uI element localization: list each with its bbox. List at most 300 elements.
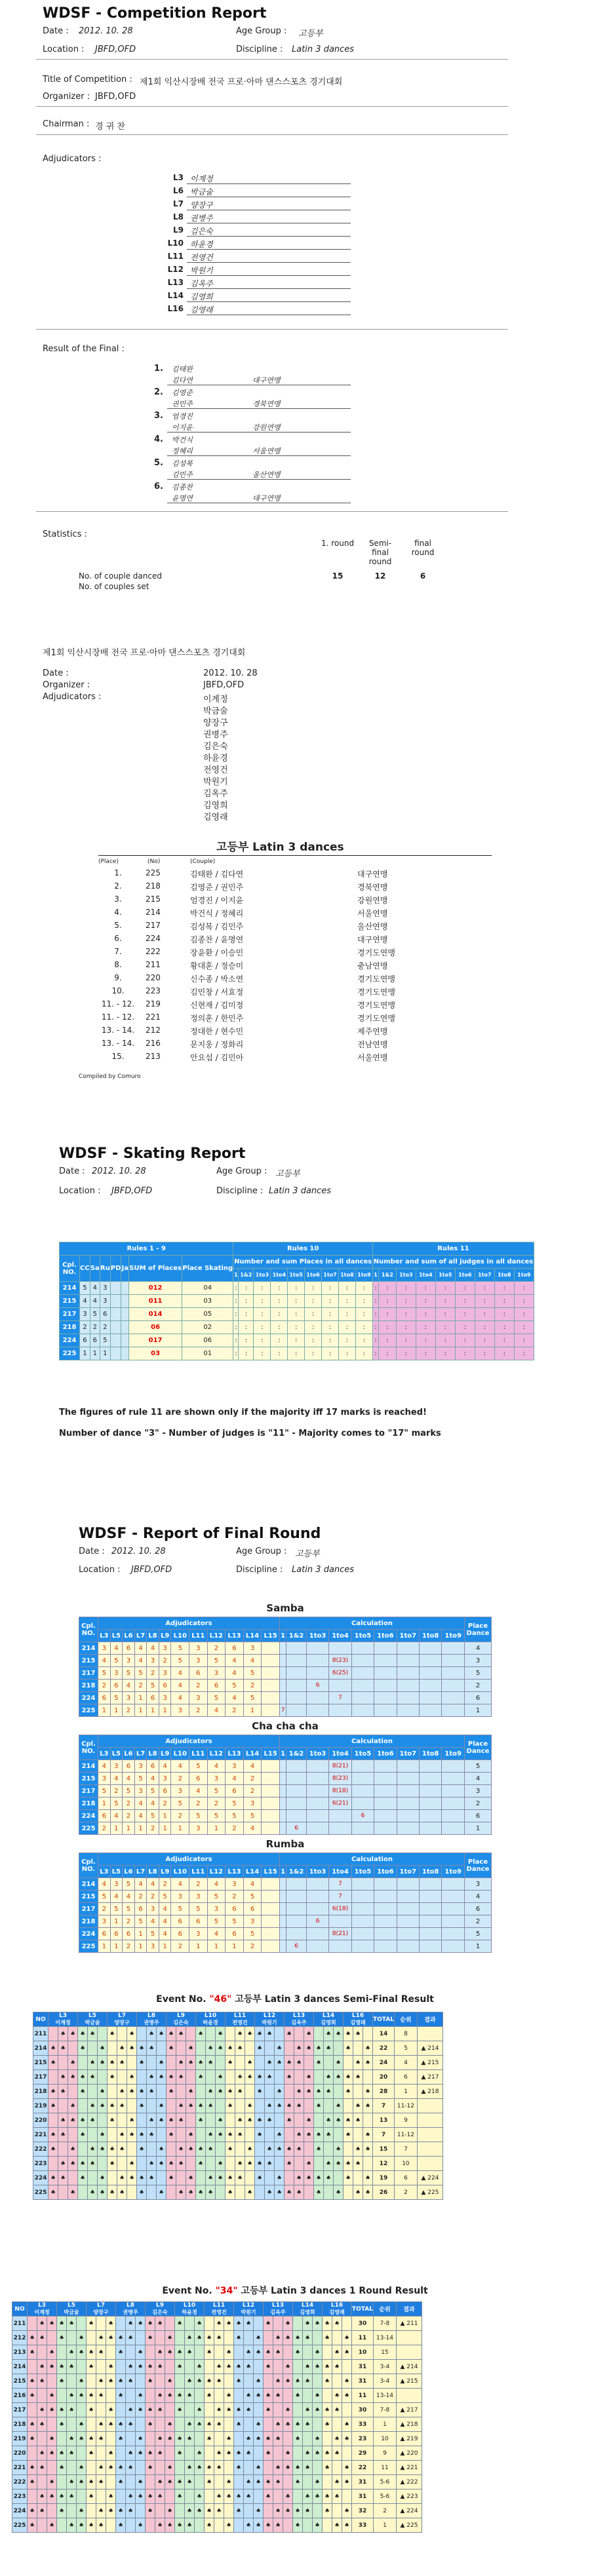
rule11-cell: :: [435, 1321, 455, 1334]
total-cell: 32: [352, 2504, 374, 2518]
mark-cell: ♠: [49, 2041, 58, 2056]
rule11-cell: :: [435, 1347, 455, 1360]
mark-cell: [108, 2128, 117, 2142]
judge-name: 전영건: [211, 2309, 227, 2315]
mark-cell: [167, 2142, 176, 2157]
calc-cell: [351, 1785, 374, 1797]
mark-cell: ♠: [58, 2041, 68, 2056]
judge-mark: [262, 1810, 280, 1822]
page-title: WDSF - Competition Report: [43, 5, 267, 22]
rule10-cell: :: [254, 1321, 271, 1334]
mark-cell: ♠: [216, 2157, 226, 2171]
mark-cell: [226, 2157, 235, 2171]
mark-cell: ♠: [363, 2099, 373, 2113]
dance-place: 3: [100, 1295, 110, 1308]
total-cell: 22: [373, 2041, 395, 2056]
mark-cell: ♠: [303, 2360, 313, 2374]
judge-name: 김은숙: [152, 2309, 168, 2315]
judge-mark: 6: [243, 1903, 262, 1915]
mark-cell: [216, 2056, 226, 2070]
mark-cell: ♠: [273, 2389, 283, 2403]
calc-cell: [279, 1822, 286, 1835]
mark-cell: ♠: [116, 2345, 126, 2360]
rule11-cell: :: [475, 1282, 494, 1295]
couple-no: 214: [79, 1878, 98, 1891]
mark-cell: ♠: [165, 2389, 175, 2403]
mark-cell: [147, 2099, 157, 2113]
mark-cell: ♠: [136, 2389, 146, 2403]
sk-age: 고등부: [275, 1169, 300, 1179]
mark-cell: ♠: [344, 2171, 353, 2185]
sk-age-label: Age Group :: [216, 1166, 267, 1176]
rule10-cell: :: [322, 1347, 339, 1360]
result-cell: ▲ 225: [417, 2185, 442, 2200]
rule11-cell: :: [455, 1321, 475, 1334]
stats-value: 12: [374, 571, 386, 581]
mark-cell: [58, 2056, 68, 2070]
mark-cell: [324, 2056, 334, 2070]
mark-cell: ♠: [285, 2056, 294, 2070]
judge-mark: 3: [171, 1891, 189, 1903]
mark-cell: [67, 2374, 77, 2389]
total-head: TOTAL: [352, 2302, 374, 2316]
rule10-cell: :: [254, 1295, 271, 1308]
mark-cell: ♠: [146, 2331, 155, 2345]
final-woman: 윤명연: [172, 494, 193, 503]
mark-cell: [136, 2331, 146, 2345]
judge-mark: 4: [159, 1915, 171, 1928]
mark-cell: [314, 2157, 324, 2171]
mark-cell: [285, 2041, 294, 2056]
calc-cell: [442, 1915, 465, 1928]
mark-cell: ♠: [294, 2171, 304, 2185]
mark-cell: ♠: [186, 2056, 196, 2070]
judge-mark: 4: [171, 1692, 189, 1704]
place-dance: 6: [465, 1692, 492, 1704]
skating-table: [59, 1242, 534, 1360]
mark-cell: ♠: [293, 2389, 303, 2403]
judge-mark: 3: [98, 1915, 111, 1928]
mark-cell: [255, 2185, 265, 2200]
mark-cell: [206, 2157, 216, 2171]
calc-cell: 8(21): [329, 1928, 351, 1940]
rule11-cell: :: [416, 1334, 435, 1347]
judge-head: L3: [98, 1866, 111, 1878]
mark-cell: ♠: [157, 2099, 167, 2113]
summary-org: 충남연맹: [357, 961, 388, 971]
judge-mark: 4: [226, 1692, 244, 1704]
mark-cell: [353, 2171, 363, 2185]
mark-cell: [47, 2331, 57, 2345]
mark-cell: ♠: [155, 2518, 165, 2533]
judge-mark: 1: [159, 1704, 171, 1717]
judge-code: L13: [271, 2302, 285, 2309]
rule10-cell: :: [338, 1334, 355, 1347]
judge-mark: 2: [123, 1940, 135, 1953]
couple-no: 214: [60, 1282, 80, 1295]
mark-cell: ♠: [57, 2504, 67, 2518]
summary-couple: 김성복 / 김민주: [190, 922, 244, 931]
mark-cell: ♠: [342, 2475, 352, 2489]
mark-cell: ♠: [67, 2345, 77, 2360]
mark-cell: [293, 2403, 303, 2417]
mark-cell: ♠: [363, 2171, 373, 2185]
mark-cell: ♠: [334, 2157, 344, 2171]
mark-cell: [334, 2171, 344, 2185]
summary-couple: 김종찬 / 윤명연: [190, 935, 244, 944]
couple-no: 219: [33, 2099, 49, 2113]
summary-section: [0, 603, 590, 1101]
place-dance: 5: [465, 1667, 492, 1680]
date-label: Date :: [43, 26, 69, 36]
mark-cell: ♠: [77, 2389, 87, 2403]
judge-code: L5: [68, 2302, 75, 2309]
summary-adj-label: Adjudicators :: [43, 692, 102, 702]
judge-code: L10: [183, 2302, 196, 2309]
mark-cell: [87, 2461, 96, 2475]
total-cell: 14: [373, 2027, 395, 2041]
rules11-sub: Number and sum of all judges in all dances: [372, 1256, 534, 1269]
rule11-cell: :: [372, 1334, 378, 1347]
mark-cell: ♠: [157, 2113, 167, 2128]
mark-cell: [165, 2360, 175, 2374]
calc-cell: [306, 1878, 328, 1891]
mark-cell: ♠: [147, 2041, 157, 2056]
judge-mark: 3: [159, 1692, 171, 1704]
mark-cell: ♠: [363, 2085, 373, 2099]
final-org: 대구연맹: [252, 376, 281, 385]
dance-place: 5: [80, 1282, 90, 1295]
judge-mark: 1: [98, 1704, 111, 1717]
calc-cell: [374, 1797, 397, 1810]
semifinal-table: [33, 2012, 443, 2200]
mark-cell: ♠: [106, 2374, 116, 2389]
calc-col-head: 1to3: [306, 1748, 328, 1760]
mark-cell: ♠: [323, 2489, 332, 2504]
place-col-head: 1to8: [494, 1269, 514, 1282]
dance-place: 5: [100, 1334, 110, 1347]
couple-no: 216: [12, 2389, 28, 2403]
round1-section: [0, 2221, 590, 2576]
grid-row: [33, 2056, 443, 2070]
calc-cell: [286, 1878, 307, 1891]
mark-cell: ♠: [214, 2417, 224, 2432]
judge-code: L11: [212, 2302, 226, 2309]
mark-cell: ♠: [313, 2446, 323, 2461]
mark-cell: ♠: [77, 2475, 87, 2489]
mark-cell: ♠: [285, 2113, 294, 2128]
grid-row: [12, 2489, 422, 2504]
mark-cell: ♠: [96, 2374, 106, 2389]
mark-cell: [155, 2374, 165, 2389]
mark-cell: ♠: [285, 2070, 294, 2085]
mark-cell: [96, 2489, 106, 2504]
adjudicator-code: L7: [173, 199, 184, 208]
mark-cell: [244, 2461, 254, 2475]
judge-mark: 4: [243, 1760, 262, 1773]
calc-col-head: 1&2: [286, 1748, 307, 1760]
judge-mark: 4: [207, 1878, 226, 1891]
summary-couple: 엄경진 / 이지윤: [190, 896, 244, 905]
mark-cell: [108, 2041, 117, 2056]
mark-cell: ♠: [117, 2185, 127, 2200]
adjudicator-name: 권병주: [190, 214, 213, 223]
couple-no: 224: [60, 1334, 80, 1347]
mark-cell: ♠: [226, 2171, 235, 2185]
mark-cell: [186, 2157, 196, 2171]
mark-cell: [117, 2113, 127, 2128]
mark-cell: [127, 2056, 137, 2070]
mark-cell: ♠: [254, 2374, 264, 2389]
judge-head: [167, 2012, 196, 2027]
judge-mark: 2: [147, 1822, 159, 1835]
mark-cell: ♠: [37, 2374, 47, 2389]
calc-cell: [286, 1704, 307, 1717]
mark-cell: [116, 2446, 126, 2461]
judge-mark: 4: [171, 1878, 189, 1891]
mark-cell: ♠: [235, 2157, 245, 2171]
judge-mark: 5: [147, 1928, 159, 1940]
judge-mark: 6: [98, 1928, 111, 1940]
judge-mark: [262, 1680, 280, 1692]
mark-cell: ♠: [264, 2432, 273, 2446]
mark-cell: [294, 2157, 304, 2171]
mark-cell: [342, 2489, 352, 2504]
mark-cell: ♠: [216, 2113, 226, 2128]
summary-no: 213: [146, 1052, 161, 1061]
mark-cell: [185, 2446, 195, 2461]
calc-cell: [351, 1642, 374, 1655]
mark-cell: [344, 2185, 353, 2200]
mark-cell: [78, 2056, 88, 2070]
judge-code: L16: [351, 2012, 364, 2019]
adjudicator-underline: [187, 183, 351, 184]
judge-mark: 5: [243, 1667, 262, 1680]
calc-cell: [442, 1642, 465, 1655]
mark-cell: [323, 2432, 332, 2446]
mark-cell: ♠: [58, 2157, 68, 2171]
mark-cell: ♠: [186, 2099, 196, 2113]
mark-cell: ♠: [137, 2185, 147, 2200]
dance-table: [79, 1617, 492, 1717]
mark-cell: ♠: [116, 2417, 126, 2432]
grid-row: [12, 2518, 422, 2533]
mark-cell: [214, 2389, 224, 2403]
judge-head: L8: [147, 1630, 159, 1642]
mark-cell: ♠: [117, 2142, 127, 2157]
calc-cell: 7: [329, 1878, 351, 1891]
rule10-cell: :: [288, 1282, 305, 1295]
place-cell: 13-14: [373, 2389, 396, 2403]
mark-cell: ♠: [49, 2099, 58, 2113]
place-dance: 4: [465, 1891, 492, 1903]
result-cell: ▲ 222: [396, 2475, 422, 2489]
stats-row-label: No. of couple danced: [79, 571, 162, 581]
total-cell: 13: [373, 2113, 395, 2128]
mark-cell: ♠: [175, 2389, 185, 2403]
rule10-cell: :: [355, 1295, 372, 1308]
mark-cell: [234, 2345, 244, 2360]
mark-cell: ♠: [342, 2417, 352, 2432]
mark-cell: [353, 2128, 363, 2142]
judge-mark: 4: [226, 1667, 244, 1680]
calc-cell: 6: [286, 1940, 307, 1953]
judge-mark: 6: [159, 1680, 171, 1692]
mark-cell: ♠: [234, 2417, 244, 2432]
mark-cell: ♠: [37, 2461, 47, 2475]
mark-cell: ♠: [313, 2475, 323, 2489]
judge-mark: 5: [171, 1903, 189, 1915]
mark-cell: ♠: [304, 2171, 314, 2185]
judge-mark: 1: [110, 1915, 123, 1928]
mark-cell: ♠: [205, 2417, 214, 2432]
rule11-cell: :: [372, 1282, 378, 1295]
rule11-cell: :: [475, 1334, 494, 1347]
calc-col-head: 1to5: [351, 1748, 374, 1760]
dance-title: Cha cha cha: [252, 1720, 319, 1732]
mark-cell: [96, 2360, 106, 2374]
mark-cell: ♠: [49, 2085, 58, 2099]
mark-cell: ♠: [47, 2446, 57, 2461]
total-cell: 31: [352, 2374, 374, 2389]
judge-head: L13: [226, 1866, 244, 1878]
mark-cell: [96, 2446, 106, 2461]
mark-cell: ♠: [37, 2446, 47, 2461]
summary-no: 221: [146, 1012, 161, 1022]
mark-cell: [342, 2446, 352, 2461]
mark-cell: ♠: [176, 2056, 186, 2070]
judge-mark: 3: [189, 1642, 208, 1655]
mark-cell: ♠: [332, 2316, 342, 2331]
judge-mark: 5: [98, 1891, 111, 1903]
total-cell: 30: [352, 2403, 374, 2417]
event-suffix: 고등부 Latin 3 dances Semi-Final Result: [231, 1994, 434, 2005]
judge-mark: 3: [110, 1878, 123, 1891]
judge-head: [226, 2012, 255, 2027]
judge-mark: 5: [226, 1810, 244, 1822]
calc-cell: [286, 1915, 307, 1928]
mark-cell: [165, 2403, 175, 2417]
mark-cell: [332, 2504, 342, 2518]
calc-cell: 7: [279, 1704, 286, 1717]
mark-cell: ♠: [68, 2070, 78, 2085]
mark-cell: [344, 2142, 353, 2157]
place-col-head: 1to9: [355, 1269, 372, 1282]
mark-cell: ♠: [275, 2185, 285, 2200]
mark-cell: ♠: [323, 2461, 332, 2475]
calc-cell: 6: [306, 1680, 328, 1692]
mark-cell: ♠: [28, 2345, 37, 2360]
mark-cell: ♠: [117, 2041, 127, 2056]
calc-cell: [306, 1692, 328, 1704]
judge-mark: 3: [110, 1667, 123, 1680]
mark-cell: [136, 2461, 146, 2475]
judge-mark: 3: [207, 1903, 226, 1915]
mark-cell: [157, 2085, 167, 2099]
organizer-label: Organizer :: [43, 92, 90, 102]
summary-place: 6.: [114, 934, 122, 943]
dance-title: Samba: [266, 1602, 304, 1614]
mark-cell: ♠: [303, 2417, 313, 2432]
total-cell: 33: [352, 2417, 374, 2432]
mark-cell: ♠: [324, 2027, 334, 2041]
calc-cell: [419, 1785, 441, 1797]
summary-adjudicator: 김옥주: [203, 789, 228, 799]
total-cell: 10: [352, 2345, 374, 2360]
judge-mark: [262, 1915, 280, 1928]
calc-cell: [329, 1642, 351, 1655]
mark-cell: [245, 2171, 255, 2185]
skating-col-head: SUM of Places: [129, 1256, 182, 1282]
col-place-head: (Place): [98, 858, 119, 865]
judge-mark: 3: [159, 1667, 171, 1680]
mark-cell: ♠: [175, 2446, 185, 2461]
mark-cell: ♠: [293, 2475, 303, 2489]
mark-cell: ♠: [146, 2360, 155, 2374]
rule10-cell: :: [355, 1308, 372, 1321]
calc-col-head: 1to6: [374, 1630, 397, 1642]
mark-cell: [196, 2171, 206, 2185]
mark-cell: ♠: [185, 2504, 195, 2518]
judge-mark: 4: [123, 1773, 135, 1785]
calc-cell: [374, 1655, 397, 1667]
judge-name: 박원기: [262, 2020, 277, 2026]
calc-cell: [374, 1822, 397, 1835]
result-cell: ▲ 221: [396, 2461, 422, 2475]
place-cell: 10: [394, 2157, 417, 2171]
rule11-cell: :: [379, 1308, 397, 1321]
mark-cell: [49, 2070, 58, 2085]
grid-row: [33, 2142, 443, 2157]
calc-cell: 8(23): [329, 1655, 351, 1667]
judge-mark: 6: [207, 1680, 226, 1692]
place-cell: 11-12: [394, 2099, 417, 2113]
calc-cell: [397, 1773, 419, 1785]
mark-cell: ♠: [235, 2041, 245, 2056]
mark-cell: [28, 2360, 37, 2374]
judge-name: 김은숙: [173, 2020, 189, 2026]
total-cell: 22: [352, 2461, 374, 2475]
couple-no: 217: [12, 2403, 28, 2417]
summary-couple: 박건식 / 정혜리: [190, 909, 244, 918]
mark-cell: ♠: [245, 2027, 255, 2041]
mark-cell: [342, 2360, 352, 2374]
judge-mark: 5: [110, 1797, 123, 1810]
calc-cell: [397, 1760, 419, 1773]
rule10-cell: :: [239, 1334, 254, 1347]
mark-cell: ♠: [275, 2041, 285, 2056]
place-col-head: 1to4: [271, 1269, 288, 1282]
calc-cell: [397, 1903, 419, 1915]
final-underline: [167, 408, 351, 409]
mark-cell: ♠: [157, 2070, 167, 2085]
rule11-cell: :: [455, 1347, 475, 1360]
mark-cell: [37, 2345, 47, 2360]
mark-cell: ♠: [332, 2489, 342, 2504]
judge-mark: 4: [171, 1667, 189, 1680]
judge-mark: 3: [171, 1704, 189, 1717]
summary-adjudicator: 하윤경: [203, 754, 228, 763]
dance-title: Rumba: [266, 1838, 305, 1850]
mark-cell: ♠: [136, 2518, 146, 2533]
mark-cell: [47, 2504, 57, 2518]
rule10-cell: :: [322, 1334, 339, 1347]
calc-cell: [374, 1680, 397, 1692]
mark-cell: ♠: [334, 2099, 344, 2113]
mark-cell: [235, 2099, 245, 2113]
judge-mark: 5: [123, 1878, 135, 1891]
couple-no: 215: [12, 2374, 28, 2389]
